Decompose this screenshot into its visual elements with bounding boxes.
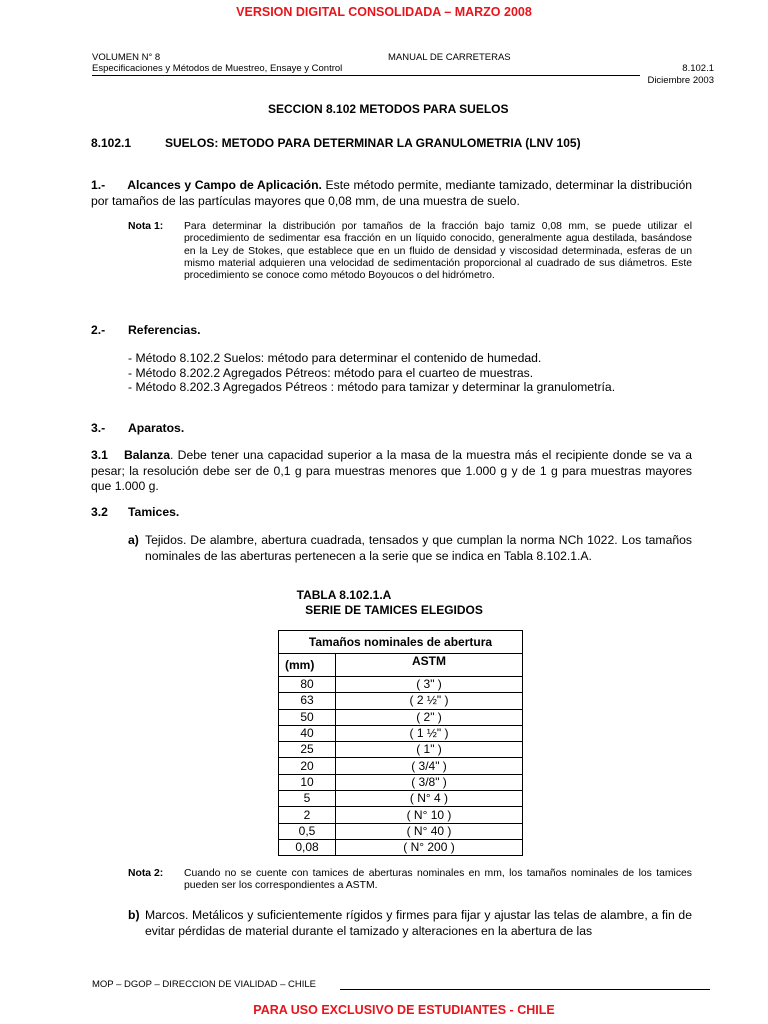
header-date: Diciembre 2003: [647, 75, 714, 86]
table-cell-mm: 50: [279, 709, 336, 725]
subsection-title: SUELOS: METODO PARA DETERMINAR LA GRANULOMETRIA (LNV 105): [165, 136, 581, 150]
header-rule: [92, 75, 640, 76]
table-cell-astm: ( 2" ): [336, 709, 523, 725]
table-cell-astm: ( 3" ): [336, 677, 523, 693]
footer-text: MOP – DGOP – DIRECCION DE VIALIDAD – CHILE: [92, 979, 317, 990]
section-title: SECCION 8.102 METODOS PARA SUELOS: [268, 102, 509, 116]
table-row: [279, 709, 523, 725]
nota-1-label: Nota 1:: [128, 221, 164, 232]
item-b-text: Marcos. Metálicos y suficientemente rígidos y firmes para fijar y ajustar las telas de alambre, a fin de evitar pérdidas de material durante el tamizado y alteraciones en la abertura de las: [145, 908, 692, 938]
table-cell-mm: 10: [279, 774, 336, 790]
section-3-heading: Aparatos.: [128, 421, 185, 435]
table-cell-astm: ( 2 ½" ): [336, 693, 523, 709]
item-b-letter: b): [128, 908, 140, 922]
table-row: [279, 693, 523, 709]
table-cell-mm: 2: [279, 807, 336, 823]
nota-2-text: Cuando no se cuente con tamices de aberturas nominales en mm, los tamaños nominales de los tamices pueden ser los correspondientes a ASTM.: [184, 868, 692, 892]
table-cell-mm: 63: [279, 693, 336, 709]
table-cell-mm: 80: [279, 677, 336, 693]
section-3-1-text: . Debe tener una capacidad superior a la masa de la muestra más el recipiente donde se va a pesar; la resolución debe ser de 0,1 g para muestras menores que 1.000 g y de 1 g para muestras mayores que 1.000 g.: [91, 448, 692, 493]
section-3-number: 3.-: [91, 421, 106, 435]
table-row: [279, 839, 523, 855]
subsection-number: 8.102.1: [91, 136, 132, 150]
table-header: Tamaños nominales de abertura: [279, 631, 523, 654]
nota-2-label: Nota 2:: [128, 868, 164, 879]
reference-item: - Método 8.102.2 Suelos: método para determinar el contenido de humedad.: [128, 351, 542, 365]
table-cell-astm: ( 3/4" ): [336, 758, 523, 774]
top-banner: VERSION DIGITAL CONSOLIDADA – MARZO 2008: [236, 5, 532, 19]
table-row: [279, 758, 523, 774]
footer-rule: [340, 989, 710, 990]
table-col-astm-header: ASTM: [336, 654, 523, 677]
header-subtitle: Especificaciones y Métodos de Muestreo, Ensaye y Control: [92, 63, 343, 74]
table-row: [279, 725, 523, 741]
header-code: 8.102.1: [682, 63, 714, 74]
section-2-number: 2.-: [91, 323, 106, 337]
sieve-table: [278, 630, 523, 856]
section-1-text: Este método permite, mediante tamizado, determinar la distribución por tamaños de las partículas mayores que 0,08 mm, de una muestra de suelo.: [91, 178, 693, 208]
table-cell-mm: 5: [279, 791, 336, 807]
references-list: [128, 351, 615, 395]
section-1-paragraph: [91, 178, 692, 209]
section-2-heading: Referencias.: [128, 323, 201, 337]
table-row: [279, 742, 523, 758]
table-cell-astm: ( N° 40 ): [336, 823, 523, 839]
header-manual: MANUAL DE CARRETERAS: [388, 52, 511, 63]
table-row: [279, 677, 523, 693]
header-volume: VOLUMEN N° 8: [92, 52, 161, 63]
section-1-heading: Alcances y Campo de Aplicación.: [127, 178, 322, 192]
table-cell-mm: 40: [279, 725, 336, 741]
table-caption-title: SERIE DE TAMICES ELEGIDOS: [305, 603, 483, 617]
section-3-2-heading: Tamices.: [128, 505, 180, 519]
table-row: [279, 807, 523, 823]
table-cell-astm: ( N° 10 ): [336, 807, 523, 823]
reference-item: - Método 8.202.3 Agregados Pétreos : método para tamizar y determinar la granulometría.: [128, 380, 616, 394]
section-3-2-number: 3.2: [91, 505, 108, 519]
item-a-paragraph: [145, 533, 692, 564]
nota-1-text: Para determinar la distribución por tamaños de la fracción bajo tamiz 0,08 mm, se puede utilizar el procedimiento de sedimentar esa fracción en un líquido conocido, generalmente agua destilada, basándose en la Ley de Stokes, que establece que en un fluido de densidad y viscosidad determinada, esferas de un mismo material adquieren una velocidad de sedimentación proporcional al cuadrado de sus diámetros. Este procedimiento se conoce como método Boyoucos o del hidrómetro.: [184, 221, 692, 282]
table-cell-mm: 0,5: [279, 823, 336, 839]
table-row: [279, 774, 523, 790]
table-cell-astm: ( N° 4 ): [336, 791, 523, 807]
table-row: [279, 791, 523, 807]
section-3-1-heading: Balanza: [123, 448, 171, 462]
item-a-letter: a): [128, 533, 139, 547]
table-cell-astm: ( N° 200 ): [336, 839, 523, 855]
table-caption-number: TABLA 8.102.1.A: [296, 588, 392, 602]
section-1-number: 1.-: [91, 178, 106, 192]
table-cell-astm: ( 1 ½" ): [336, 725, 523, 741]
bottom-banner: PARA USO EXCLUSIVO DE ESTUDIANTES - CHILE: [253, 1003, 555, 1017]
section-3-1-paragraph: [91, 448, 692, 495]
table-cell-mm: 25: [279, 742, 336, 758]
table-cell-astm: ( 3/8" ): [336, 774, 523, 790]
section-3-1-number: 3.1: [91, 448, 108, 462]
reference-item: - Método 8.202.2 Agregados Pétreos: método para el cuarteo de muestras.: [128, 365, 534, 380]
table-row: [279, 823, 523, 839]
table-cell-mm: 20: [279, 758, 336, 774]
table-cell-astm: ( 1" ): [336, 742, 523, 758]
item-a-lead: Tejidos: [145, 533, 183, 547]
item-a-text: . De alambre, abertura cuadrada, tensados y que cumplan la norma NCh 1022. Los tamaños nominales de las aberturas pertenecen a la serie que se indica en Tabla 8.102.1.A.: [145, 533, 692, 563]
table-col-mm-header: (mm): [279, 654, 336, 677]
table-cell-mm: 0,08: [279, 839, 336, 855]
